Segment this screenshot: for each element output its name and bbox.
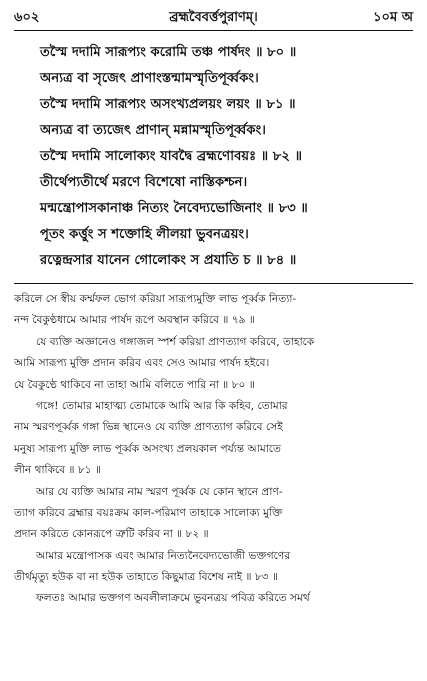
- verse-line: তস্মৈ দদামি সারূপ্যং অসংখ্যপ্রলয়ং লয়ং ॥ ৮১ ॥: [40, 97, 296, 112]
- translation-line: যে ব্যক্তি অজ্ঞানেও গঙ্গাজল স্পর্শ করিয়া প্রাণত্যাগ করিবে, তাহাকে: [36, 335, 315, 348]
- verse-line: রত্নেন্দ্রসার যানেন গোলোকং স প্রযাতি চ ॥ ৮৪ ॥: [40, 253, 297, 268]
- verse-line: পূতং কর্ত্তুং স শক্তোহি লীলয়া ভুবনত্রয়ং।: [40, 227, 249, 242]
- sanskrit-verses: [14, 40, 413, 274]
- chapter-label: ১০ম অ: [373, 10, 413, 25]
- verse-line: তস্মৈ দদামি সারূপ্যং করোমি তঞ্চ পার্ষদং ॥ ৮০ ॥: [40, 45, 297, 60]
- verse-line: অন্যত্র বা ত্যজেৎ প্রাণান্‌ মন্নামস্মৃতিপূর্ব্বকং।: [40, 123, 267, 138]
- translation-line: আর যে ব্যক্তি আমার নাম স্মরণ পূর্ব্বক যে কোন স্থানে প্রাণ-: [36, 485, 283, 498]
- page-number: ৬০২: [14, 10, 40, 25]
- translation-line: নন্দ বৈকুণ্ঠধামে আমার পার্ষদ রূপে অবস্থান করিবে ॥ ৭৯ ॥: [14, 314, 255, 327]
- verse-line: তীর্থেপ্যতীর্থে মরণে বিশেষো নাস্তিকশ্চন।: [40, 175, 248, 190]
- translation-line: আমার মন্ত্রোপাসক এবং আমার নিত্যনৈবেদ্যভোজী ভক্তগণের: [36, 549, 291, 562]
- translation-line: মনুষ্য সারূপ্য মুক্তি লাভ পূর্ব্বক অসংখ্য প্রলয়কাল পর্য্যন্ত আমাতে: [14, 442, 282, 455]
- translation-line: লীন থাকিবে ॥ ৮১ ॥: [14, 464, 101, 477]
- page-header: [14, 8, 413, 30]
- translation-line: প্রদান করিতে কোনরূপে ত্রুটি করিব না ॥ ৮২ ॥: [14, 528, 209, 541]
- translation-line: ফলতঃ আমার ভক্তগণ অবলীলাক্রমে ভুবনত্রয় পবিত্র করিতে সমর্থ: [36, 592, 310, 605]
- page-title: ব্রহ্মবৈবর্ত্তপুরাণম্‌।: [169, 10, 258, 25]
- bengali-translation: [14, 289, 413, 610]
- translation-line: আমি সারূপ্য মুক্তি প্রদান করিব এবং সেও আমার পার্ষদ হইবে।: [14, 357, 270, 370]
- verse-line: অন্যত্র বা সৃজেৎ প্রাণাংস্তন্মামস্মৃতিপূর্ব্বকং।: [40, 71, 259, 86]
- translation-line: নাম স্মরণপূর্ব্বক গঙ্গা ভিন্ন স্থানেও যে ব্যক্তি প্রাণত্যাগ করিবে সেই: [14, 421, 283, 434]
- translation-line: ত্যাগ করিবে ব্রহ্মার বয়ঃক্রম কাল-পরিমাণ তাহাকে সালোক্য মুক্তি: [14, 506, 283, 519]
- translation-line: তীর্থমৃত্যু হউক বা না হউক তাহাতে কিছুমাত্র বিশেষ নাই ॥ ৮৩ ॥: [14, 571, 279, 584]
- verse-line: মন্মন্ত্রোপাসকানাঞ্চ নিত্যং নৈবেদ্যভোজিনাং ॥ ৮৩ ॥: [40, 201, 308, 216]
- section-rule: [14, 283, 413, 284]
- translation-line: গঙ্গে! তোমার মাহাত্ম্য তোমাকে আমি আর কি কহিব, তোমার: [36, 399, 288, 412]
- header-rule: [14, 30, 413, 31]
- verse-line: তস্মৈ দদামি সালোক্যং যাবদ্বৈ ব্রহ্মণোবয়ঃ ॥ ৮২ ॥: [40, 149, 303, 164]
- translation-line: যে বৈকুণ্ঠে থাকিবে না তাহা আমি বলিতে পারি না ॥ ৮০ ॥: [14, 378, 255, 391]
- translation-line: করিলে সে স্বীয় কর্ম্মফল ভোগ করিয়া সারূপ্যমুক্তি লাভ পূর্ব্বক নিত্যা-: [14, 293, 297, 305]
